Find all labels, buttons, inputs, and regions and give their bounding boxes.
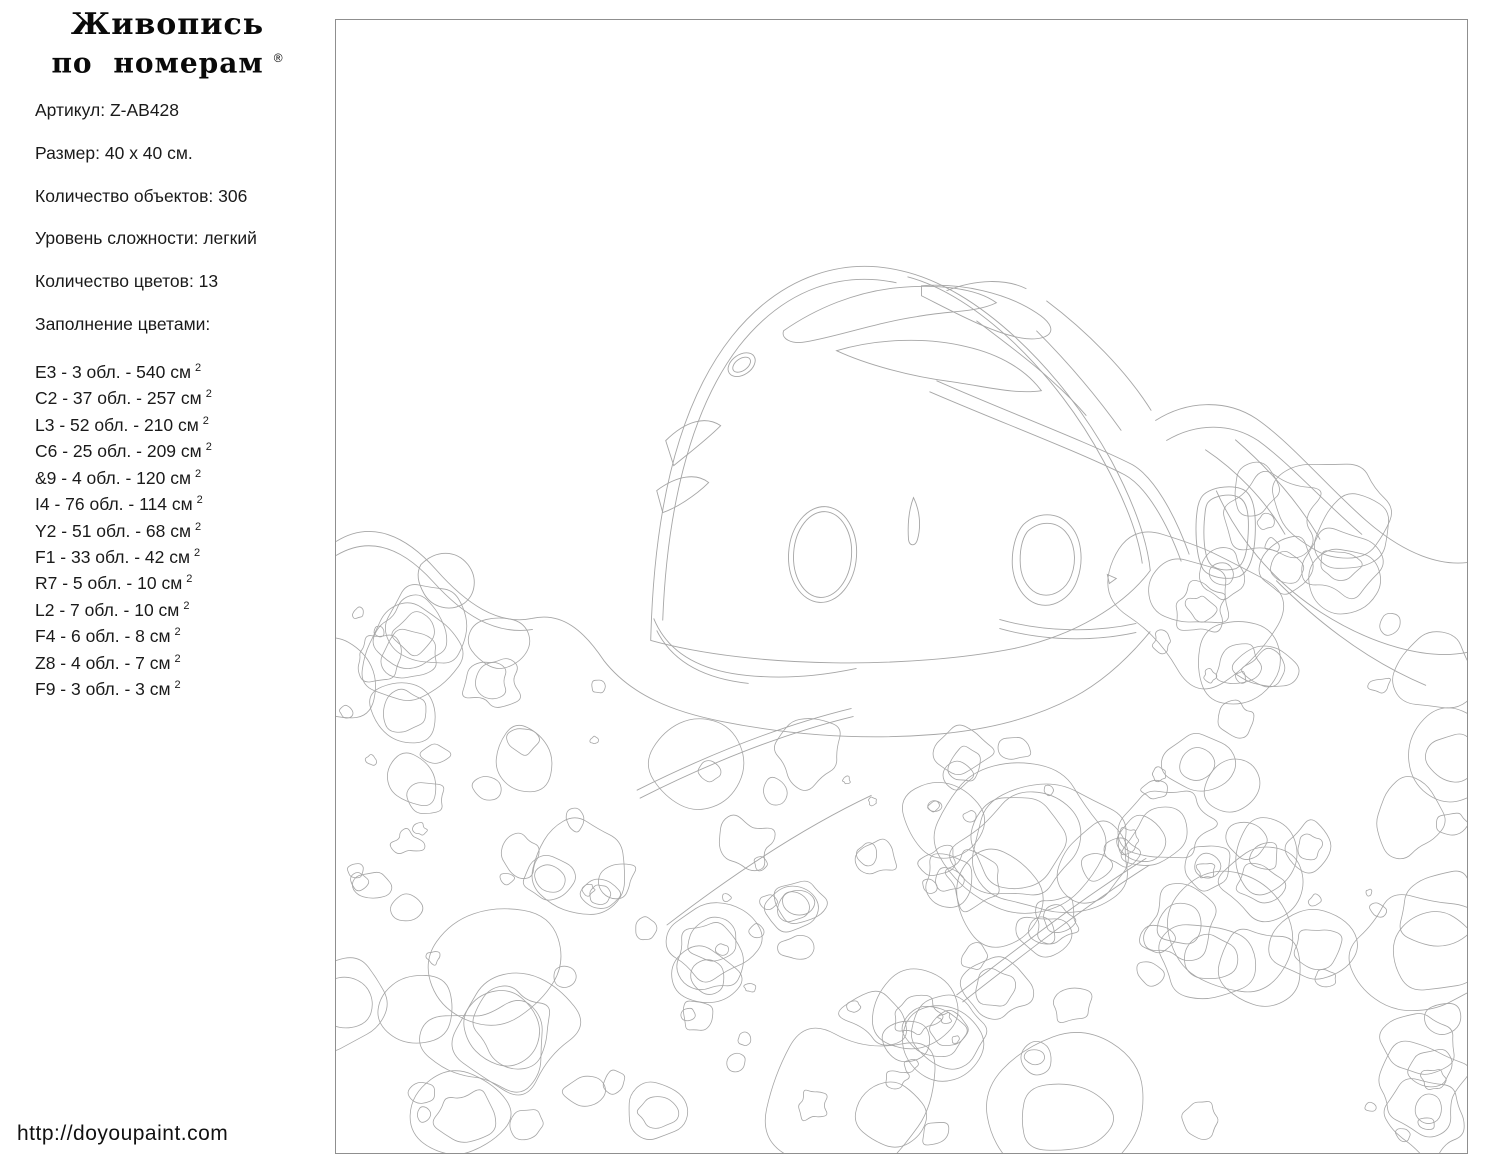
outline-path — [764, 886, 818, 932]
outline-path — [1393, 912, 1467, 990]
outline-path — [1294, 930, 1342, 970]
area-superscript: 2 — [183, 599, 190, 612]
outline-path — [1020, 523, 1074, 595]
outline-path — [962, 865, 1149, 1002]
outline-path — [918, 845, 956, 875]
outline-path — [1137, 962, 1164, 986]
area-superscript: 2 — [195, 362, 202, 374]
outline-path — [1265, 538, 1279, 552]
outline-path — [971, 798, 1067, 889]
outline-path — [657, 477, 709, 513]
area-superscript: 2 — [205, 441, 212, 454]
outline-path — [1218, 929, 1300, 1006]
outline-path — [778, 935, 815, 959]
outline-path — [847, 1001, 861, 1012]
spot-ellipse — [785, 504, 859, 604]
outline-path — [473, 986, 550, 1069]
brand-title-line1: Живопись — [70, 7, 265, 42]
color-usage-text: F1 - 33 обл. - 42 см — [35, 546, 191, 567]
outline-path — [1118, 791, 1217, 858]
color-usage-item — [35, 436, 335, 462]
color-usage-text: Y2 - 51 обл. - 68 см — [35, 520, 191, 541]
color-usage-item — [35, 410, 335, 436]
outline-path — [1380, 613, 1400, 635]
color-usage-text: L3 - 52 обл. - 210 см — [35, 414, 199, 435]
outline-path — [640, 716, 854, 798]
outline-path — [842, 776, 850, 784]
outline-path — [855, 839, 896, 874]
outline-path — [347, 864, 363, 878]
outline-path — [1425, 1003, 1461, 1034]
outline-path — [507, 729, 540, 756]
outline-path — [1141, 780, 1168, 799]
outline-path — [1159, 925, 1256, 999]
outline-path — [999, 619, 1136, 629]
outline-path — [1393, 632, 1467, 708]
outline-path — [383, 689, 426, 732]
color-usage-text: R7 - 5 обл. - 10 см — [35, 573, 183, 594]
outline-path — [1196, 863, 1215, 877]
outline-path — [417, 1107, 430, 1123]
outline-path — [390, 894, 422, 921]
outline-path — [1400, 871, 1467, 946]
color-usage-text: Z8 - 4 обл. - 7 см — [35, 652, 171, 673]
outline-path — [667, 795, 872, 925]
outline-path — [908, 498, 919, 545]
outline-path — [1185, 596, 1217, 622]
outline-path — [352, 872, 391, 898]
outline-path — [930, 1010, 969, 1045]
outline-path — [1216, 644, 1261, 684]
outline-path — [1366, 889, 1372, 896]
outline-path — [1036, 897, 1079, 944]
outline-path — [468, 618, 529, 669]
outline-path — [336, 531, 1150, 736]
outline-path — [783, 286, 996, 342]
spot-ellipse — [724, 348, 760, 382]
color-usage-item — [35, 516, 335, 542]
color-usage-item — [35, 621, 335, 647]
outline-path — [1349, 895, 1467, 1011]
outline-path — [1046, 301, 1151, 411]
outline-path — [365, 755, 376, 766]
outline-path — [420, 744, 451, 763]
outline-path — [688, 917, 736, 961]
outline-path — [510, 1110, 543, 1140]
outline-path — [1204, 759, 1260, 812]
outline-path — [407, 783, 444, 814]
outline-path — [963, 811, 976, 823]
outline-path — [535, 865, 566, 892]
color-usage-item — [35, 489, 335, 515]
outline-path — [464, 991, 540, 1067]
outline-path — [637, 708, 852, 790]
outline-path — [799, 1090, 828, 1121]
outline-path — [648, 719, 744, 810]
outline-path — [1166, 427, 1362, 534]
article-number: Артикул: Z-AB428 — [35, 100, 180, 120]
area-superscript: 2 — [186, 573, 193, 586]
outline-path — [1182, 1101, 1218, 1139]
area-superscript: 2 — [195, 467, 202, 480]
outline-path — [562, 1076, 605, 1106]
outline-path — [339, 705, 352, 718]
brand-title-line2: по номерам — [51, 46, 264, 80]
outline-path — [590, 736, 599, 743]
outline-path — [582, 884, 595, 896]
color-usage-item — [35, 595, 335, 621]
color-usage-item — [35, 542, 335, 568]
outline-path — [943, 761, 974, 790]
outline-path — [1022, 1084, 1113, 1150]
outline-path — [1380, 1014, 1454, 1075]
outline-path — [886, 1071, 909, 1089]
outline-path — [754, 857, 767, 871]
color-usage-text: F4 - 6 обл. - 8 см — [35, 626, 171, 647]
outline-path — [1365, 1102, 1376, 1111]
outline-path — [698, 761, 721, 782]
outline-path — [1196, 487, 1255, 579]
outline-path — [1161, 733, 1235, 791]
fill-heading: Заполнение цветами: — [35, 313, 211, 334]
color-usage-text: C2 - 37 обл. - 257 см — [35, 388, 202, 409]
area-superscript: 2 — [205, 388, 212, 401]
outline-path — [723, 894, 732, 902]
outline-path — [976, 321, 1086, 416]
outline-path — [1409, 708, 1467, 802]
outline-path — [956, 858, 1146, 995]
outline-path — [500, 874, 515, 885]
outline-path — [1395, 1129, 1410, 1142]
spot-ellipse — [730, 354, 753, 375]
brand-title-line2-row — [0, 42, 335, 79]
outline-path — [986, 1032, 1142, 1153]
outline-path — [1024, 1050, 1044, 1065]
outline-path — [872, 969, 958, 1049]
outline-path — [566, 808, 584, 832]
outline-path — [952, 1036, 959, 1044]
outline-path — [677, 922, 744, 989]
outline-path — [408, 1082, 435, 1103]
outline-path — [392, 612, 435, 656]
outline-path — [336, 958, 387, 1052]
product-details — [35, 100, 335, 357]
outline-path — [1436, 813, 1467, 835]
outline-path — [663, 279, 897, 620]
outline-path — [1157, 903, 1201, 944]
outline-path — [654, 618, 857, 677]
area-superscript: 2 — [174, 626, 181, 639]
outline-path — [592, 680, 606, 693]
outline-path — [1226, 822, 1267, 859]
colors-count-line: Количество цветов: 13 — [35, 271, 219, 292]
outline-path — [946, 282, 1026, 291]
color-usage-text: F9 - 3 обл. - 3 см — [35, 678, 171, 699]
difficulty-line: Уровень сложности: легкий — [35, 228, 257, 249]
outline-path — [1152, 630, 1170, 654]
area-superscript: 2 — [202, 414, 209, 427]
outline-path — [381, 629, 436, 678]
spot-ellipse — [791, 510, 855, 600]
outline-path — [1195, 853, 1221, 878]
color-usage-item — [35, 463, 335, 489]
outline-path — [936, 381, 1189, 555]
area-superscript: 2 — [174, 679, 181, 692]
outline-path — [433, 1090, 496, 1143]
color-usage-text: L2 - 7 обл. - 10 см — [35, 599, 180, 620]
outline-path — [1184, 934, 1237, 978]
color-usage-list — [35, 357, 335, 700]
outline-path — [1053, 988, 1092, 1022]
color-usage-item — [35, 648, 335, 674]
color-usage-text: E3 - 3 обл. - 540 см — [35, 361, 191, 382]
outline-path — [1377, 777, 1445, 859]
outline-path — [760, 895, 778, 910]
outline-path — [637, 1097, 678, 1129]
area-superscript: 2 — [174, 652, 181, 665]
outline-path — [923, 879, 938, 893]
artwork-canvas — [335, 19, 1468, 1154]
outline-path — [950, 792, 1081, 895]
outline-path — [1314, 494, 1388, 569]
outline-path — [855, 1082, 926, 1147]
outline-path — [463, 659, 521, 708]
outline-path — [496, 725, 552, 791]
outline-path — [636, 917, 657, 940]
outline-path — [1044, 785, 1053, 796]
outline-path — [603, 1070, 624, 1094]
outline-path — [1198, 622, 1280, 704]
outline-path — [1155, 405, 1467, 563]
outline-path — [1232, 646, 1299, 686]
outline-path — [1418, 1118, 1434, 1130]
color-usage-item — [35, 568, 335, 594]
color-usage-item — [35, 674, 335, 700]
outline-path — [554, 966, 576, 987]
outline-path — [352, 607, 363, 619]
outline-path — [933, 725, 994, 775]
outline-path — [1285, 820, 1331, 873]
outline-path — [1185, 846, 1230, 891]
line-art-ladybug-flowers — [336, 20, 1467, 1153]
outline-path — [1204, 669, 1217, 684]
outline-path — [1384, 1079, 1464, 1153]
outline-path — [428, 909, 561, 1026]
outline-path — [1257, 513, 1274, 529]
registered-mark-icon: ® — [273, 51, 284, 65]
color-usage-text: I4 - 76 обл. - 114 см — [35, 493, 193, 514]
color-usage-item — [35, 357, 335, 383]
outline-path — [738, 1032, 751, 1046]
outline-path — [1302, 528, 1384, 599]
outline-path — [921, 285, 1050, 339]
outline-path — [523, 855, 575, 900]
outline-path — [501, 833, 539, 878]
outline-path — [1218, 847, 1303, 922]
outline-path — [475, 662, 505, 698]
outline-path — [1216, 491, 1467, 655]
outline-path — [1308, 894, 1321, 906]
outline-path — [763, 777, 787, 805]
size-line: Размер: 40 x 40 см. — [35, 142, 193, 163]
outline-path — [837, 340, 1042, 391]
outline-path — [998, 737, 1031, 759]
outline-path — [907, 277, 1142, 564]
outline-path — [744, 984, 756, 992]
color-usage-item — [35, 383, 335, 409]
outline-path — [868, 797, 876, 806]
outline-path — [1368, 678, 1391, 693]
outline-path — [1152, 767, 1165, 782]
outline-path — [923, 1122, 949, 1145]
outline-path — [911, 995, 986, 1069]
outline-path — [1108, 532, 1284, 689]
outline-path — [1415, 1094, 1441, 1124]
outline-path — [1315, 969, 1336, 986]
color-usage-text: C6 - 25 обл. - 209 см — [35, 441, 202, 462]
outline-path — [1218, 700, 1254, 738]
outline-path — [683, 1001, 713, 1030]
outline-path — [1298, 834, 1323, 860]
outline-path — [378, 975, 452, 1043]
outline-path — [629, 1082, 688, 1140]
outline-path — [1144, 884, 1217, 961]
outline-path — [336, 977, 372, 1028]
outline-path — [387, 753, 435, 806]
outline-path — [598, 864, 635, 899]
objects-count-line: Количество объектов: 306 — [35, 185, 248, 206]
outline-path — [782, 890, 814, 915]
outline-path — [1176, 580, 1225, 632]
website-url: http://doyoupaint.com — [17, 1122, 229, 1145]
outline-path — [370, 683, 436, 743]
brand-logo — [0, 8, 335, 79]
outline-path — [651, 266, 1151, 663]
outline-path — [390, 828, 425, 853]
outline-path — [1021, 1041, 1051, 1075]
color-usage-text: &9 - 4 обл. - 120 см — [35, 467, 191, 488]
outline-path — [727, 1053, 745, 1072]
area-superscript: 2 — [194, 546, 201, 559]
outline-path — [1425, 734, 1467, 782]
outline-path — [778, 892, 810, 922]
outline-path — [902, 782, 984, 858]
outline-path — [412, 822, 427, 835]
area-superscript: 2 — [195, 520, 202, 533]
area-superscript: 2 — [196, 494, 203, 507]
outline-path — [1012, 515, 1081, 605]
outline-path — [472, 776, 501, 800]
